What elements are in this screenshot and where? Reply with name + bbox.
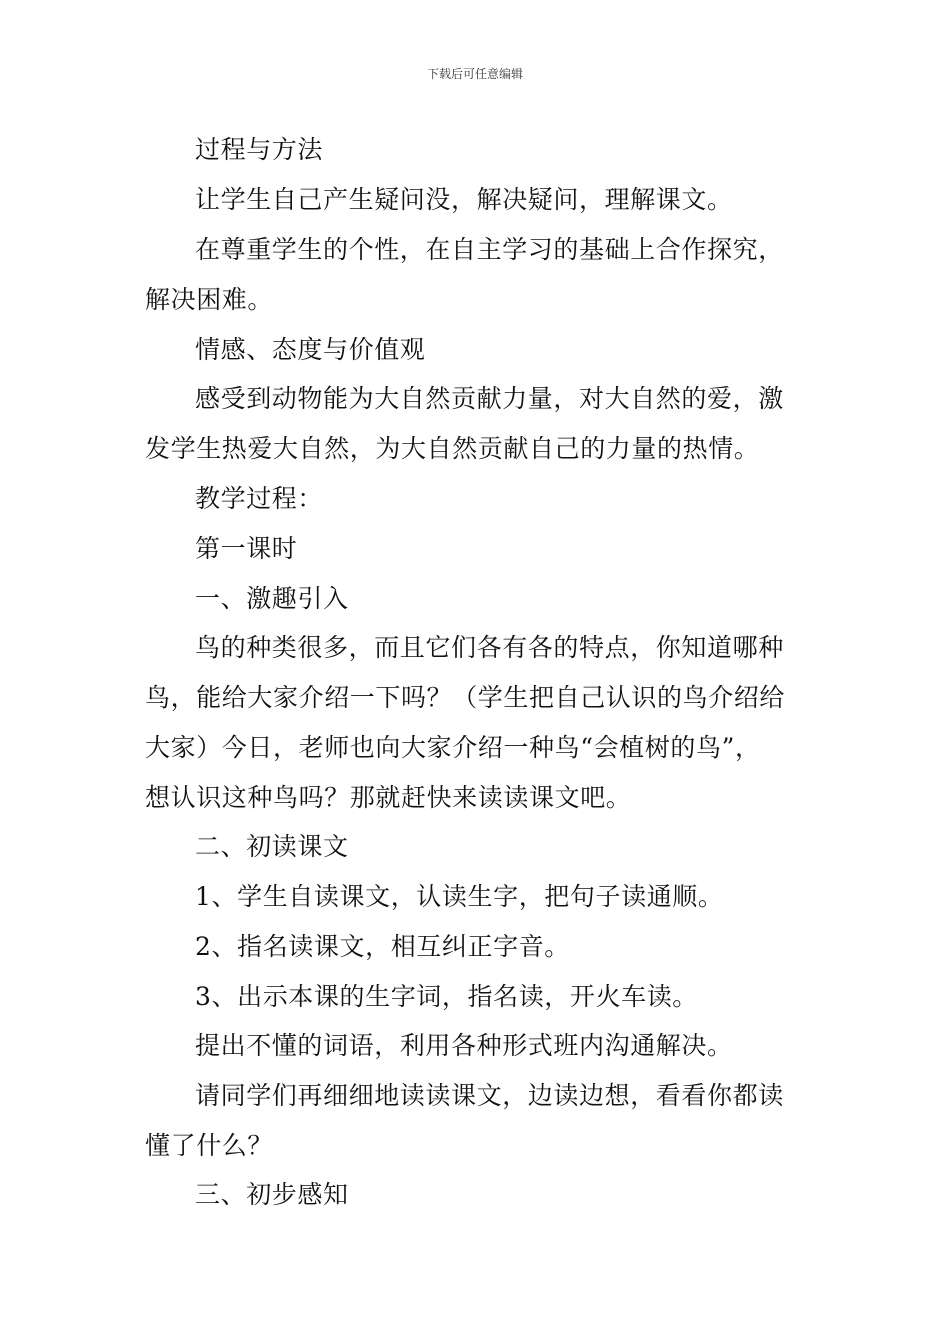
text-line: 懂了什么？	[145, 1131, 274, 1160]
text-line: 1、学生自读课文，认读生字，把句子读通顺。	[195, 882, 724, 911]
text-line: 一、激趣引入	[195, 584, 349, 613]
text-line: 感受到动物能为大自然贡献力量，对大自然的爱，激	[195, 384, 784, 413]
text-line: 在尊重学生的个性，在自主学习的基础上合作探究，	[195, 235, 784, 264]
text-line: 鸟的种类很多，而且它们各有各的特点，你知道哪种	[195, 633, 784, 662]
text-line: 第一课时	[195, 534, 298, 563]
text-line: 发学生热爱大自然，为大自然贡献自己的力量的热情。	[145, 434, 760, 463]
text-line: 提出不懂的词语，利用各种形式班内沟通解决。	[195, 1031, 733, 1060]
text-line: 过程与方法	[195, 135, 324, 164]
text-line: 解决困难。	[145, 285, 274, 314]
text-line: 二、初读课文	[195, 832, 349, 861]
text-line: 请同学们再细细地读读课文，边读边想，看看你都读	[195, 1081, 784, 1110]
text-line: 教学过程：	[195, 484, 324, 513]
text-line: 大家）今日，老师也向大家介绍一种鸟“会植树的鸟”，	[145, 733, 761, 762]
text-line: 情感、态度与价值观	[195, 335, 426, 364]
text-line: 让学生自己产生疑问没，解决疑问，理解课文。	[195, 185, 733, 214]
text-line: 鸟，能给大家介绍一下吗？（学生把自己认识的鸟介绍给	[145, 683, 786, 712]
page-header: 下载后可任意编辑	[426, 67, 523, 81]
text-line: 3、出示本课的生字词，指名读，开火车读。	[195, 982, 698, 1011]
text-line: 想认识这种鸟吗？那就赶快来读读课文吧。	[145, 783, 632, 812]
text-line: 三、初步感知	[195, 1180, 349, 1209]
text-line: 2、指名读课文，相互纠正字音。	[195, 932, 570, 961]
